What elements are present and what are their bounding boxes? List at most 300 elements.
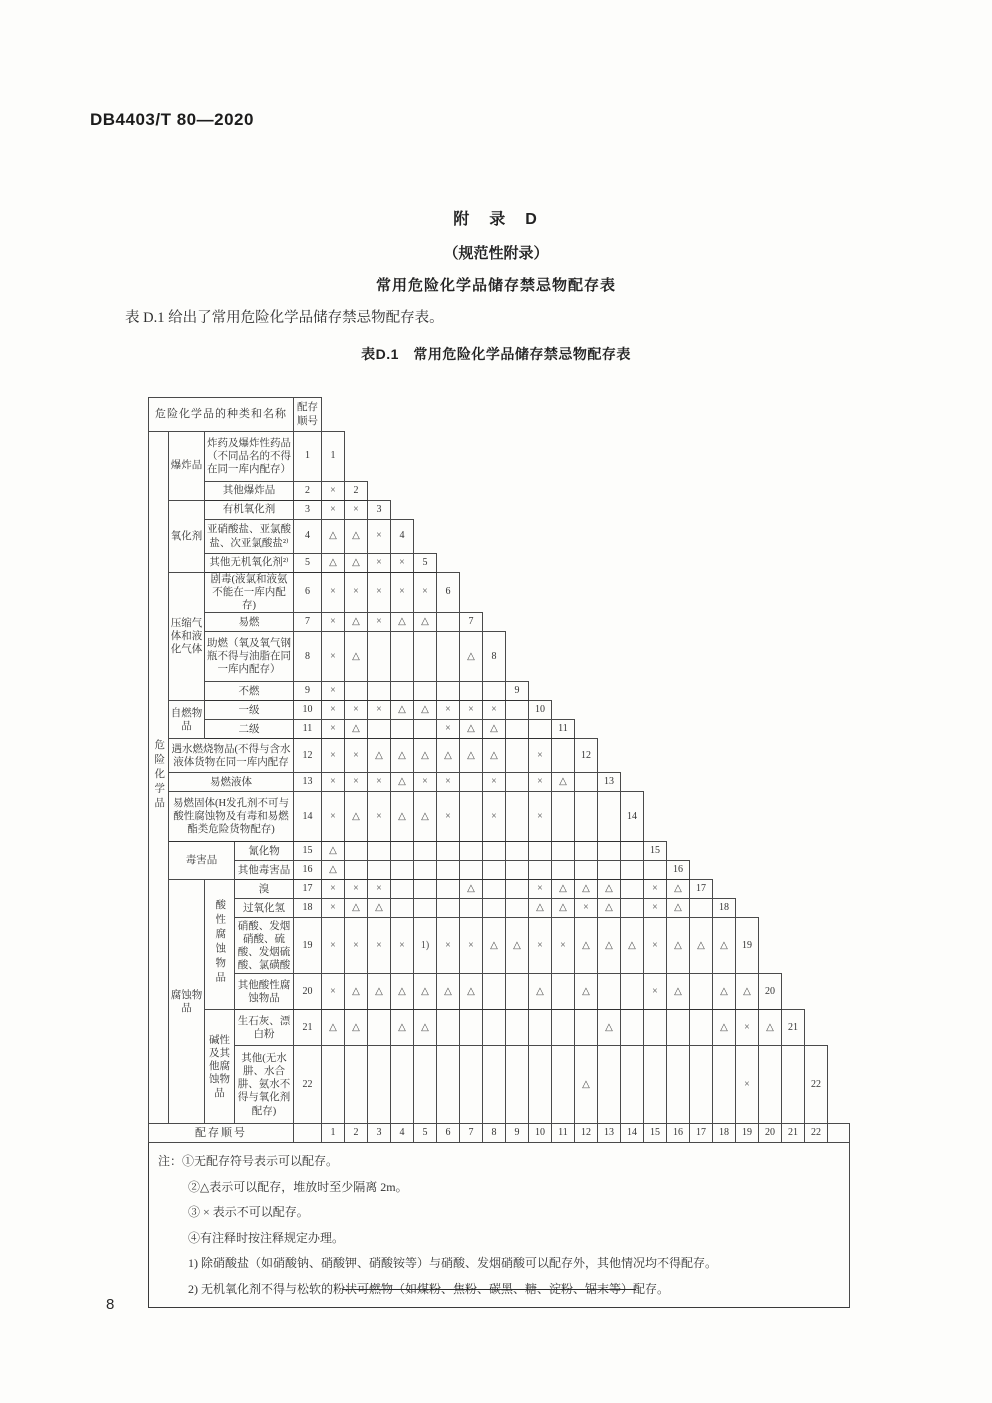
item-name: 一级 bbox=[205, 701, 294, 720]
footer-number: 10 bbox=[529, 1124, 552, 1143]
matrix-cell: △ bbox=[322, 861, 345, 880]
matrix-cell: × bbox=[460, 701, 483, 720]
footer-number: 3 bbox=[368, 1124, 391, 1143]
doc-code: DB4403/T 80—2020 bbox=[90, 110, 254, 129]
matrix-cell: × bbox=[552, 918, 575, 974]
matrix-cell bbox=[483, 880, 506, 899]
category-label: 腐蚀物品 bbox=[169, 880, 205, 1124]
matrix-cell bbox=[368, 842, 391, 861]
matrix-cell: × bbox=[483, 701, 506, 720]
matrix-cell bbox=[506, 792, 529, 842]
item-name: 剧毒(液氯和液氨不能在一库内配存) bbox=[205, 573, 294, 613]
subcategory-label bbox=[205, 880, 235, 1010]
footer-number: 20 bbox=[759, 1124, 782, 1143]
footer-number: 18 bbox=[713, 1124, 736, 1143]
matrix-cell bbox=[483, 682, 506, 701]
matrix-cell bbox=[667, 1010, 690, 1046]
matrix-cell bbox=[575, 1010, 598, 1046]
matrix-cell bbox=[552, 792, 575, 842]
matrix-cell bbox=[621, 842, 644, 861]
diagonal-cell: 10 bbox=[529, 701, 552, 720]
diagonal-cell: 16 bbox=[667, 861, 690, 880]
matrix-cell: × bbox=[345, 773, 368, 792]
matrix-cell: × bbox=[368, 701, 391, 720]
matrix-cell bbox=[644, 861, 667, 880]
matrix-cell: △ bbox=[575, 1046, 598, 1124]
matrix-cell: △ bbox=[368, 739, 391, 773]
matrix-cell: × bbox=[322, 773, 345, 792]
spacer bbox=[529, 682, 850, 701]
matrix-cell: × bbox=[368, 613, 391, 632]
matrix-cell bbox=[759, 1046, 782, 1124]
matrix-cell: △ bbox=[598, 880, 621, 899]
matrix-cell bbox=[529, 1010, 552, 1046]
spacer bbox=[368, 482, 850, 501]
diagonal-cell: 15 bbox=[644, 842, 667, 861]
item-name: 其他(无水肼、水合肼、氨水不得与氧化剂配存) bbox=[235, 1046, 294, 1124]
matrix-cell bbox=[391, 861, 414, 880]
seq-number: 10 bbox=[294, 701, 322, 720]
matrix-cell bbox=[575, 842, 598, 861]
note-line: 2) 无机氧化剂不得与松软的粉状可燃物（如煤粉、焦粉、碳黑、糖、淀粉、锯末等）配存。 bbox=[188, 1281, 669, 1296]
matrix-cell bbox=[483, 842, 506, 861]
matrix-cell bbox=[437, 682, 460, 701]
matrix-cell: △ bbox=[667, 880, 690, 899]
matrix-cell bbox=[782, 1046, 805, 1124]
footer-number: 5 bbox=[414, 1124, 437, 1143]
matrix-cell: × bbox=[644, 899, 667, 918]
matrix-cell: × bbox=[437, 792, 460, 842]
seq-number: 2 bbox=[294, 482, 322, 501]
matrix-cell: △ bbox=[483, 918, 506, 974]
matrix-cell bbox=[506, 1010, 529, 1046]
matrix-cell: × bbox=[529, 880, 552, 899]
matrix-cell: × bbox=[322, 720, 345, 739]
matrix-cell bbox=[437, 632, 460, 682]
matrix-cell: △ bbox=[345, 520, 368, 554]
matrix-cell bbox=[414, 842, 437, 861]
matrix-cell: × bbox=[345, 918, 368, 974]
spacer bbox=[828, 1046, 850, 1124]
table-caption: 表D.1 常用危险化学品储存禁忌物配存表 bbox=[361, 346, 631, 362]
footer-number: 8 bbox=[483, 1124, 506, 1143]
diagonal-cell: 14 bbox=[621, 792, 644, 842]
diagonal-cell: 1 bbox=[322, 432, 345, 482]
matrix-cell bbox=[437, 842, 460, 861]
seq-number: 20 bbox=[294, 974, 322, 1010]
spacer bbox=[782, 974, 850, 1010]
matrix-cell bbox=[506, 880, 529, 899]
spacer bbox=[713, 880, 850, 899]
matrix-cell: × bbox=[391, 554, 414, 573]
matrix-cell bbox=[690, 974, 713, 1010]
matrix-cell: × bbox=[414, 773, 437, 792]
matrix-cell: △ bbox=[483, 739, 506, 773]
footer-number: 12 bbox=[575, 1124, 598, 1143]
matrix-cell bbox=[621, 1046, 644, 1124]
matrix-cell: × bbox=[345, 701, 368, 720]
matrix-cell: × bbox=[529, 773, 552, 792]
footer-number: 11 bbox=[552, 1124, 575, 1143]
matrix-cell: × bbox=[368, 773, 391, 792]
item-name: 易燃 bbox=[205, 613, 294, 632]
matrix-cell bbox=[391, 720, 414, 739]
matrix-cell: × bbox=[322, 918, 345, 974]
matrix-cell: × bbox=[368, 554, 391, 573]
seq-number: 3 bbox=[294, 501, 322, 520]
matrix-cell: △ bbox=[552, 773, 575, 792]
matrix-cell bbox=[345, 682, 368, 701]
diagonal-cell: 13 bbox=[598, 773, 621, 792]
matrix-cell: × bbox=[483, 773, 506, 792]
matrix-cell: △ bbox=[322, 520, 345, 554]
matrix-cell bbox=[621, 974, 644, 1010]
matrix-cell: × bbox=[322, 899, 345, 918]
note-line: ②△表示可以配存，堆放时至少隔离 2m。 bbox=[188, 1179, 408, 1194]
footer-filler bbox=[828, 1124, 850, 1143]
matrix-cell bbox=[414, 720, 437, 739]
item-name: 其他无机氧化剂²⁾ bbox=[205, 554, 294, 573]
spacer bbox=[460, 573, 850, 613]
matrix-cell: △ bbox=[621, 918, 644, 974]
matrix-cell: △ bbox=[345, 720, 368, 739]
matrix-cell: △ bbox=[414, 792, 437, 842]
matrix-cell: △ bbox=[460, 739, 483, 773]
matrix-cell bbox=[414, 1046, 437, 1124]
item-name: 硝酸、发烟硝酸、硫酸、发烟硫酸、氯磺酸 bbox=[235, 918, 294, 974]
item-name: 生石灰、漂白粉 bbox=[235, 1010, 294, 1046]
category-label: 自燃物品 bbox=[169, 701, 205, 739]
matrix-cell: × bbox=[736, 1046, 759, 1124]
matrix-cell: △ bbox=[322, 554, 345, 573]
matrix-cell bbox=[368, 1046, 391, 1124]
matrix-cell bbox=[345, 861, 368, 880]
matrix-cell: △ bbox=[736, 974, 759, 1010]
seq-number: 17 bbox=[294, 880, 322, 899]
matrix-cell: × bbox=[437, 701, 460, 720]
seq-number: 14 bbox=[294, 792, 322, 842]
footer-number: 17 bbox=[690, 1124, 713, 1143]
spacer bbox=[483, 613, 850, 632]
matrix-cell: △ bbox=[667, 918, 690, 974]
matrix-cell bbox=[621, 899, 644, 918]
matrix-cell: × bbox=[460, 918, 483, 974]
diagonal-cell: 2 bbox=[345, 482, 368, 501]
matrix-cell: × bbox=[483, 792, 506, 842]
appendix-type: （规范性附录） bbox=[443, 245, 549, 262]
seq-number: 1 bbox=[294, 432, 322, 482]
category-label: 氧化剂 bbox=[169, 501, 205, 573]
matrix-cell: × bbox=[322, 701, 345, 720]
matrix-cell: △ bbox=[460, 720, 483, 739]
matrix-cell: △ bbox=[414, 1010, 437, 1046]
matrix-cell: × bbox=[322, 613, 345, 632]
footer-number: 14 bbox=[621, 1124, 644, 1143]
matrix-cell bbox=[391, 682, 414, 701]
matrix-cell bbox=[322, 1046, 345, 1124]
spacer bbox=[736, 899, 850, 918]
matrix-cell: △ bbox=[345, 554, 368, 573]
footer-empty bbox=[294, 1124, 322, 1143]
matrix-cell bbox=[483, 1046, 506, 1124]
seq-number: 22 bbox=[294, 1046, 322, 1124]
matrix-cell bbox=[460, 899, 483, 918]
matrix-cell bbox=[667, 1046, 690, 1124]
item-name: 助燃（氧及氧气钢瓶不得与油脂在同一库内配存） bbox=[205, 632, 294, 682]
matrix-cell bbox=[460, 842, 483, 861]
matrix-cell bbox=[414, 861, 437, 880]
footer-number: 22 bbox=[805, 1124, 828, 1143]
item-name: 遇水燃烧物品(不得与含水液体货物在同一库内配存 bbox=[169, 739, 294, 773]
matrix-cell bbox=[552, 974, 575, 1010]
note-line: ③ × 表示不可以配存。 bbox=[188, 1205, 309, 1220]
spacer bbox=[391, 501, 850, 520]
matrix-cell: △ bbox=[575, 918, 598, 974]
matrix-table bbox=[148, 397, 850, 1143]
matrix-cell: △ bbox=[506, 918, 529, 974]
page-number: 8 bbox=[106, 1296, 115, 1313]
item-name: 氰化物 bbox=[235, 842, 294, 861]
diagonal-cell: 3 bbox=[368, 501, 391, 520]
footer-number: 19 bbox=[736, 1124, 759, 1143]
matrix-cell bbox=[552, 842, 575, 861]
item-name: 其他爆炸品 bbox=[205, 482, 294, 501]
item-name: 二级 bbox=[205, 720, 294, 739]
footer-number: 21 bbox=[782, 1124, 805, 1143]
matrix-cell: △ bbox=[391, 792, 414, 842]
footer-number: 13 bbox=[598, 1124, 621, 1143]
title-block bbox=[0, 206, 992, 295]
matrix-cell bbox=[690, 899, 713, 918]
seq-number: 9 bbox=[294, 682, 322, 701]
matrix-cell bbox=[506, 701, 529, 720]
footer-number: 2 bbox=[345, 1124, 368, 1143]
matrix-cell: △ bbox=[368, 899, 391, 918]
matrix-cell: × bbox=[322, 573, 345, 613]
footer-number: 6 bbox=[437, 1124, 460, 1143]
item-name: 过氧化氢 bbox=[235, 899, 294, 918]
matrix-cell bbox=[460, 861, 483, 880]
matrix-cell: × bbox=[322, 632, 345, 682]
matrix-cell bbox=[391, 632, 414, 682]
matrix-cell: × bbox=[575, 899, 598, 918]
seq-number: 7 bbox=[294, 613, 322, 632]
seq-header: 配存顺号 bbox=[294, 398, 322, 432]
matrix-cell bbox=[368, 632, 391, 682]
footer-number: 15 bbox=[644, 1124, 667, 1143]
matrix-cell: △ bbox=[529, 899, 552, 918]
spacer bbox=[345, 432, 850, 482]
diagonal-cell: 8 bbox=[483, 632, 506, 682]
matrix-cell bbox=[391, 842, 414, 861]
matrix-cell: × bbox=[736, 1010, 759, 1046]
matrix-cell bbox=[506, 773, 529, 792]
note-line: 1) 除硝酸盐（如硝酸钠、硝酸钾、硝酸铵等）与硝酸、发烟硝酸可以配存外，其他情况均不得配存。 bbox=[188, 1256, 717, 1271]
matrix-cell bbox=[391, 899, 414, 918]
seq-number: 15 bbox=[294, 842, 322, 861]
matrix-cell: × bbox=[368, 792, 391, 842]
diagonal-cell: 9 bbox=[506, 682, 529, 701]
item-name: 易燃固体(H发孔剂不可与酸性腐蚀物及有毒和易燃酯类危险货物配存) bbox=[169, 792, 294, 842]
matrix-cell: × bbox=[322, 792, 345, 842]
matrix-cell: △ bbox=[391, 1010, 414, 1046]
matrix-cell: △ bbox=[713, 974, 736, 1010]
matrix-cell bbox=[345, 842, 368, 861]
matrix-cell bbox=[506, 842, 529, 861]
matrix-cell: × bbox=[529, 739, 552, 773]
matrix-cell bbox=[552, 1046, 575, 1124]
category-label: 毒害品 bbox=[169, 842, 235, 880]
matrix-cell: △ bbox=[690, 918, 713, 974]
matrix-cell bbox=[506, 861, 529, 880]
category-label: 爆炸品 bbox=[169, 432, 205, 501]
footer-number: 1 bbox=[322, 1124, 345, 1143]
matrix-cell bbox=[529, 1046, 552, 1124]
matrix-cell bbox=[598, 974, 621, 1010]
matrix-cell: × bbox=[368, 520, 391, 554]
matrix-cell bbox=[529, 720, 552, 739]
matrix-cell bbox=[368, 682, 391, 701]
seq-number: 12 bbox=[294, 739, 322, 773]
seq-number: 11 bbox=[294, 720, 322, 739]
matrix-cell bbox=[529, 842, 552, 861]
matrix-cell bbox=[529, 861, 552, 880]
footer-label: 配存顺号 bbox=[149, 1124, 294, 1143]
matrix-cell bbox=[483, 861, 506, 880]
matrix-cell: × bbox=[644, 918, 667, 974]
seq-number: 16 bbox=[294, 861, 322, 880]
matrix-cell bbox=[575, 792, 598, 842]
diagonal-cell: 17 bbox=[690, 880, 713, 899]
seq-number: 13 bbox=[294, 773, 322, 792]
matrix-cell bbox=[414, 632, 437, 682]
matrix-cell: △ bbox=[713, 1010, 736, 1046]
matrix-cell bbox=[621, 880, 644, 899]
matrix-cell: △ bbox=[667, 974, 690, 1010]
matrix-cell: × bbox=[529, 792, 552, 842]
matrix-cell: × bbox=[345, 501, 368, 520]
spacer bbox=[322, 398, 850, 432]
item-name: 有机氧化剂 bbox=[205, 501, 294, 520]
matrix-cell bbox=[483, 899, 506, 918]
matrix-cell: 1) bbox=[414, 918, 437, 974]
matrix-cell bbox=[598, 1046, 621, 1124]
seq-number: 19 bbox=[294, 918, 322, 974]
matrix-cell: × bbox=[322, 682, 345, 701]
matrix-cell bbox=[460, 682, 483, 701]
subcategory-label-text: 酸性腐蚀物品 bbox=[214, 899, 226, 987]
item-name: 易燃液体 bbox=[169, 773, 294, 792]
spacer bbox=[667, 842, 850, 861]
matrix-cell bbox=[552, 1010, 575, 1046]
intro-text: 表 D.1 给出了常用危险化学品储存禁忌物配存表。 bbox=[125, 310, 444, 326]
matrix-cell bbox=[460, 792, 483, 842]
matrix-cell: △ bbox=[391, 974, 414, 1010]
seq-number: 5 bbox=[294, 554, 322, 573]
matrix-cell: × bbox=[391, 573, 414, 613]
diagonal-cell: 19 bbox=[736, 918, 759, 974]
item-name: 其他酸性腐蚀物品 bbox=[235, 974, 294, 1010]
matrix-cell bbox=[506, 974, 529, 1010]
side-label-text: 危险化学品 bbox=[153, 739, 165, 812]
matrix-cell: × bbox=[322, 482, 345, 501]
matrix-cell: × bbox=[322, 974, 345, 1010]
spacer bbox=[805, 1010, 850, 1046]
matrix-cell bbox=[437, 880, 460, 899]
matrix-cell: × bbox=[437, 720, 460, 739]
matrix-cell: × bbox=[368, 880, 391, 899]
matrix-cell: △ bbox=[345, 1010, 368, 1046]
spacer bbox=[598, 739, 850, 773]
corner-header: 危险化学品的种类和名称 bbox=[149, 398, 294, 432]
matrix-cell: △ bbox=[460, 974, 483, 1010]
matrix-cell: × bbox=[345, 880, 368, 899]
matrix-cell: △ bbox=[529, 974, 552, 1010]
diagonal-cell: 22 bbox=[805, 1046, 828, 1124]
matrix-cell: × bbox=[529, 918, 552, 974]
matrix-cell bbox=[414, 899, 437, 918]
matrix-cell bbox=[552, 739, 575, 773]
matrix-cell: × bbox=[414, 573, 437, 613]
matrix-cell: △ bbox=[437, 739, 460, 773]
matrix-cell bbox=[437, 861, 460, 880]
matrix-cell bbox=[414, 880, 437, 899]
matrix-cell: △ bbox=[391, 613, 414, 632]
diagonal-cell: 12 bbox=[575, 739, 598, 773]
matrix-cell: △ bbox=[414, 701, 437, 720]
matrix-cell bbox=[437, 1010, 460, 1046]
matrix-cell: △ bbox=[460, 880, 483, 899]
spacer bbox=[644, 792, 850, 842]
matrix-cell bbox=[391, 1046, 414, 1124]
matrix-cell: △ bbox=[345, 613, 368, 632]
matrix-cell bbox=[552, 861, 575, 880]
matrix-cell bbox=[713, 1046, 736, 1124]
matrix-cell bbox=[368, 861, 391, 880]
matrix-cell: × bbox=[644, 880, 667, 899]
matrix-cell bbox=[437, 899, 460, 918]
seq-number: 4 bbox=[294, 520, 322, 554]
category-label: 压缩气体和液化气体 bbox=[169, 573, 205, 701]
seq-number: 21 bbox=[294, 1010, 322, 1046]
spacer bbox=[575, 720, 850, 739]
matrix-cell: △ bbox=[437, 974, 460, 1010]
subcategory-label: 碱性及其他腐蚀物品 bbox=[205, 1010, 235, 1124]
matrix-cell: × bbox=[368, 918, 391, 974]
spacer bbox=[690, 861, 850, 880]
spacer bbox=[759, 918, 850, 974]
item-name: 炸药及爆炸性药品（不同品名的不得在同一库内配存） bbox=[205, 432, 294, 482]
matrix-cell bbox=[460, 773, 483, 792]
matrix-cell: △ bbox=[414, 613, 437, 632]
item-name: 溴 bbox=[235, 880, 294, 899]
matrix-cell: △ bbox=[575, 880, 598, 899]
notes-box bbox=[148, 1143, 850, 1308]
matrix-cell: △ bbox=[322, 842, 345, 861]
matrix-cell: △ bbox=[759, 1010, 782, 1046]
matrix-cell bbox=[598, 842, 621, 861]
matrix-cell: △ bbox=[368, 974, 391, 1010]
matrix-cell: △ bbox=[460, 632, 483, 682]
matrix-cell bbox=[483, 1010, 506, 1046]
matrix-cell: × bbox=[322, 501, 345, 520]
matrix-cell bbox=[460, 1010, 483, 1046]
matrix-cell bbox=[368, 720, 391, 739]
matrix-cell bbox=[391, 880, 414, 899]
matrix-cell bbox=[368, 1010, 391, 1046]
matrix-cell: △ bbox=[414, 974, 437, 1010]
matrix-cell bbox=[690, 1010, 713, 1046]
